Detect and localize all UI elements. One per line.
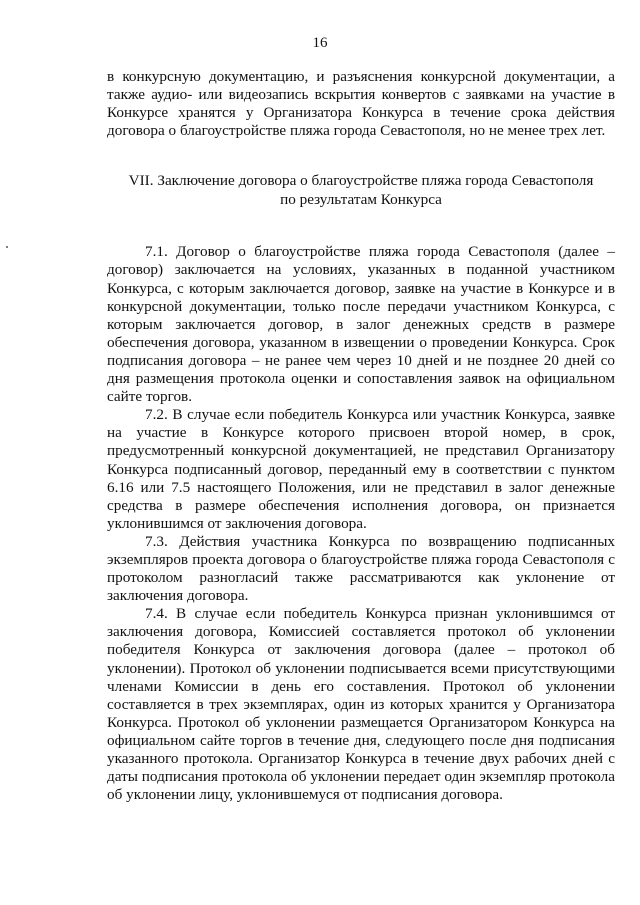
page-number: 16 [312, 35, 328, 51]
margin-mark [6, 246, 8, 248]
clause-7-1: 7.1. Договор о благоустройстве пляжа города Севастополя (далее – договор) заключается на условиях, указанных в поданной участником Конкурса, с которым заключается договор, заявке на участие в Конкурсе и в конкурсной документации, только после передачи участником Конкурса, с которым заключается договор, в залог денежных средств в размере обеспечения договора, указанном в извещении о проведении Конкурса. Срок подписания договора – не ранее чем через 10 дней и не позднее 20 дней со дня размещения протокола оценки и сопоставления заявок на официальном сайте торгов. [107, 243, 615, 406]
document-body [107, 68, 615, 804]
clause-7-4: 7.4. В случае если победитель Конкурса признан уклонившимся от заключения договора, Комиссией составляется протокол об уклонении победителя Конкурса от заключения договора (далее – протокол об уклонении). Протокол об уклонении подписывается всеми присутствующими членами Комиссии в день его составления. Протокол об уклонении составляется в трех экземплярах, один из которых хранится у Организатора Конкурса. Протокол об уклонении размещается Организатором Конкурса на официальном сайте торгов в течение дня, следующего после дня подписания указанного протокола. Организатор Конкурса в течение двух рабочих дней с даты подписания протокола об уклонении передает один экземпляр протокола об уклонении лицу, уклонившемуся от подписания договора. [107, 605, 615, 804]
section-heading [107, 172, 615, 209]
clause-7-2: 7.2. В случае если победитель Конкурса или участник Конкурса, заявке на участие в Конкурсе которого присвоен второй номер, в срок, предусмотренный конкурсной документацией, не представил Организатору Конкурса подписанный договор, переданный ему в соответствии с пунктом 6.16 или 7.5 настоящего Положения, или не представил в залог денежные средства в размере обеспечения исполнения договора, он признается уклонившимся от заключения договора. [107, 406, 615, 532]
section-title-line-2: по результатам Конкурса [280, 190, 442, 208]
intro-paragraph: в конкурсную документацию, и разъяснения конкурсной документации, а также аудио- или видеозапись вскрытия конвертов с заявками на участие в Конкурсе хранятся у Организатора Конкурса в течение срока действия договора о благоустройстве пляжа города Севастополя, но не менее трех лет. [107, 68, 615, 140]
section-title-line-1: VII. Заключение договора о благоустройстве пляжа города Севастополя [128, 172, 594, 190]
clause-7-3: 7.3. Действия участника Конкурса по возвращению подписанных экземпляров проекта договора о благоустройстве пляжа города Севастополя с протоколом разногласий также рассматриваются как уклонение от заключения договора. [107, 532, 615, 605]
clauses-list [107, 243, 615, 804]
